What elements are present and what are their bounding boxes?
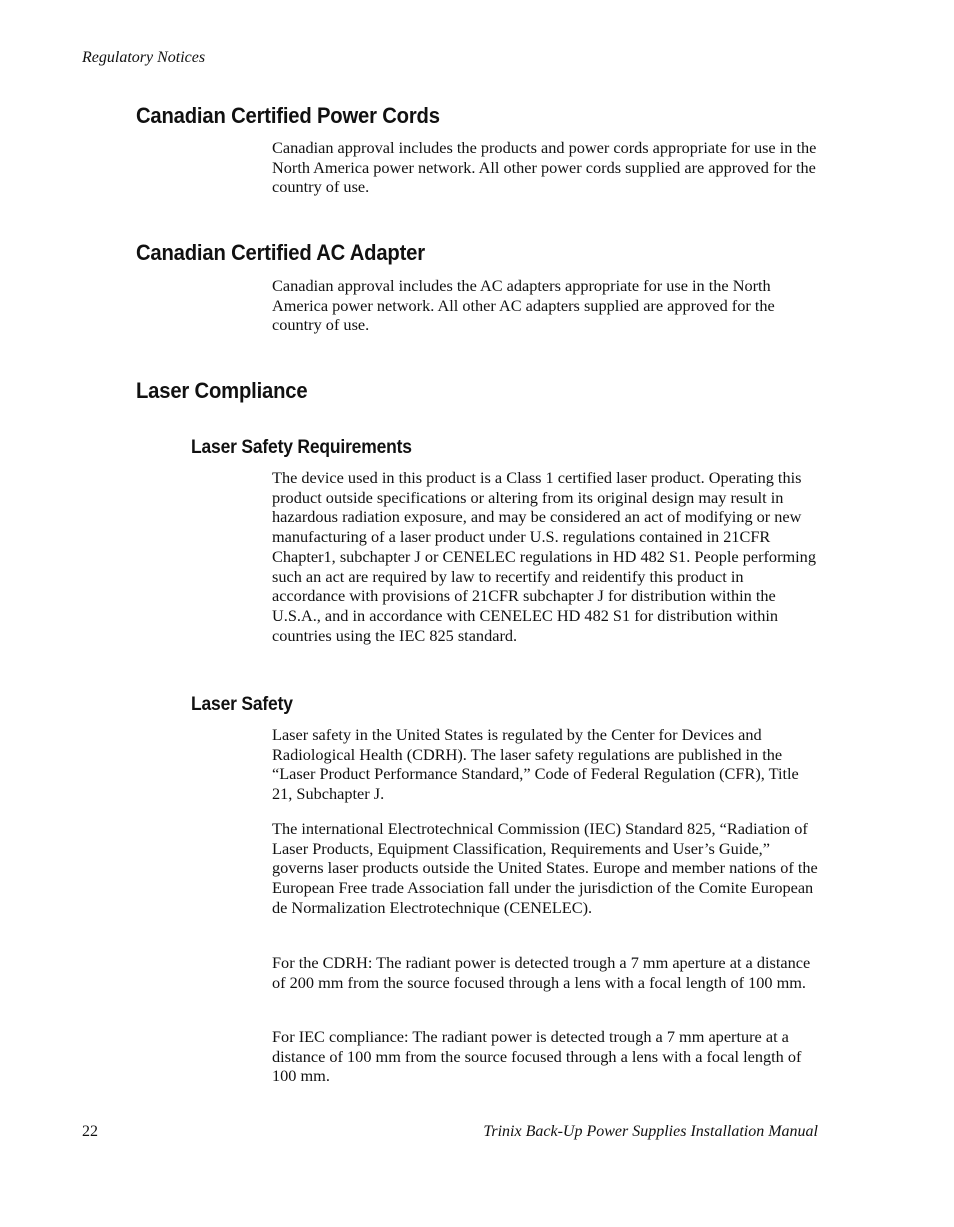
paragraph-ac-adapter: Canadian approval includes the AC adapters appropriate for use in the North America power network. All other AC adapters supplied are approved for the country of use.	[272, 276, 775, 335]
heading-laser-compliance: Laser Compliance	[136, 378, 308, 403]
paragraph-power-cords: Canadian approval includes the products and power cords appropriate for use in the North America power network. All other power cords supplied are approved for the country of use.	[272, 138, 817, 197]
paragraph-laser-safety-cdrh: Laser safety in the United States is regulated by the Center for Devices and Radiological Health (CDRH). The laser safety regulations are published in the “Laser Product Performance Standard,” Code of Federal Regulation (CFR), Title 21, Subchapter J.	[272, 725, 799, 804]
paragraph-laser-safety-iec: The international Electrotechnical Commission (IEC) Standard 825, “Radiation of Laser Products, Equipment Classification, Requirements and User’s Guide,” governs laser products outside the United States. Europe and member nations of the European Free trade Association fall under the jurisdiction of the Comite European de Normalization Electrotechnique (CENELEC).	[272, 819, 818, 917]
paragraph-iec-measurement: For IEC compliance: The radiant power is detected trough a 7 mm aperture at a distance of 100 mm from the source focused through a lens with a focal length of 100 mm.	[272, 1027, 802, 1086]
paragraph-cdrh-measurement: For the CDRH: The radiant power is detected trough a 7 mm aperture at a distance of 200 mm from the source focused through a lens with a focal length of 100 mm.	[272, 953, 811, 992]
paragraph-laser-safety-requirements: The device used in this product is a Class 1 certified laser product. Operating this product outside specifications or altering from its original design may result in hazardous radiation exposure, and may be considered an act of modifying or new manufacturing of a laser product under U.S. regulations contained in 21CFR Chapter1, subchapter J or CENELEC regulations in HD 482 S1. People performing such an act are required by law to recertify and reidentify this product in accordance with provisions of 21CFR subchapter J for distribution within the U.S.A., and in accordance with CENELEC HD 482 S1 for distribution within countries using the IEC 825 standard.	[272, 468, 816, 645]
page-number: 22	[82, 1123, 98, 1140]
heading-canadian-ac-adapter: Canadian Certified AC Adapter	[136, 240, 425, 265]
heading-laser-safety-requirements: Laser Safety Requirements	[191, 437, 412, 458]
running-head: Regulatory Notices	[82, 49, 206, 66]
heading-laser-safety: Laser Safety	[191, 694, 293, 715]
heading-canadian-power-cords: Canadian Certified Power Cords	[136, 103, 440, 128]
manual-title: Trinix Back-Up Power Supplies Installation Manual	[483, 1123, 818, 1140]
